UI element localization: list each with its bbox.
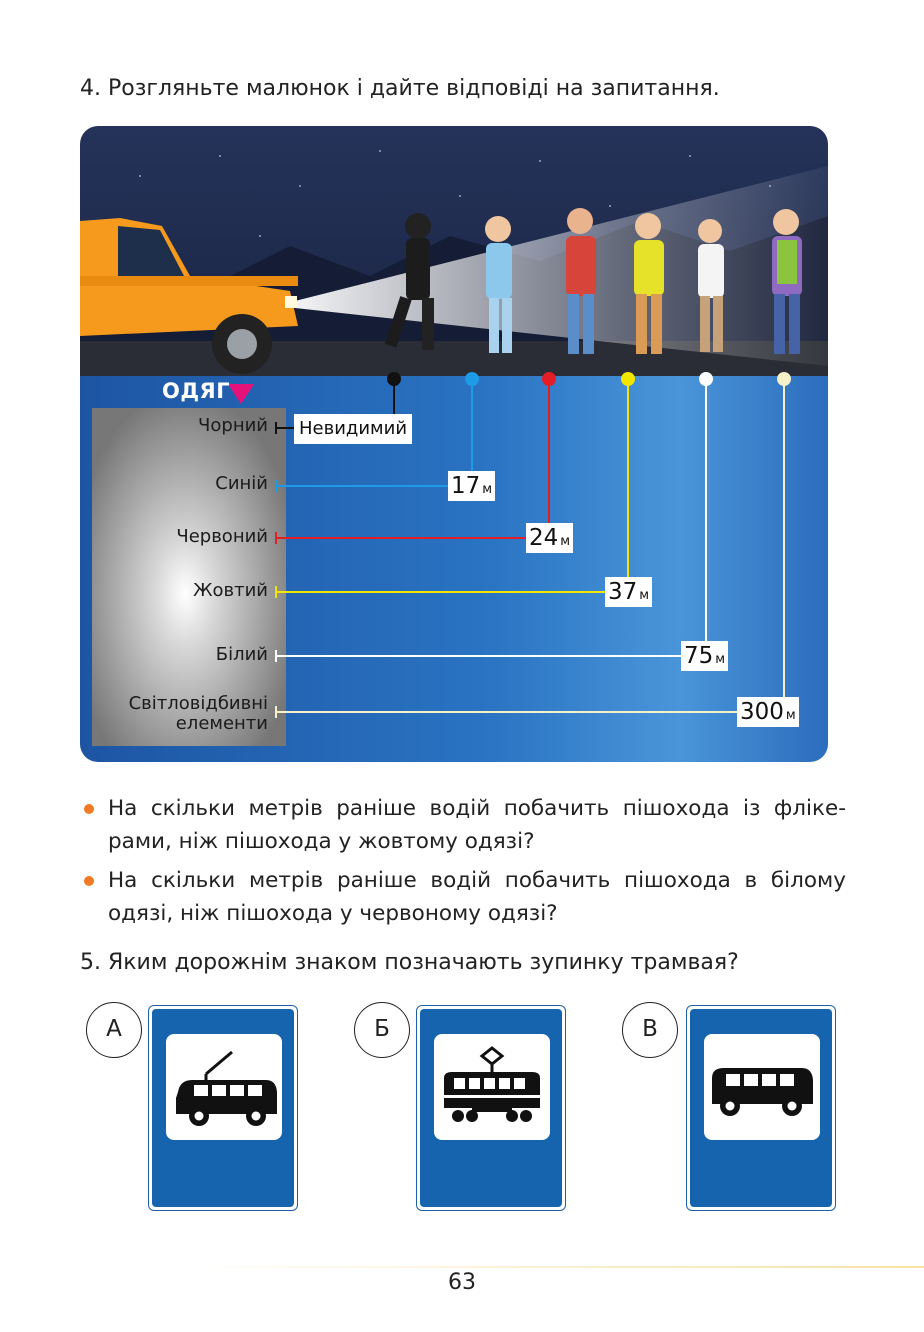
visibility-illustration bbox=[80, 126, 828, 762]
distance-yellow-value: 37 bbox=[608, 579, 638, 605]
bus-icon bbox=[704, 1034, 820, 1140]
distance-reflective-value: 300 bbox=[740, 699, 784, 725]
distance-reflective bbox=[737, 697, 799, 727]
option-b-letter[interactable]: Б bbox=[354, 1002, 410, 1058]
label-reflective-line2: елементи bbox=[175, 713, 268, 734]
distance-red bbox=[526, 523, 573, 553]
clothing-heading: ОДЯГ bbox=[162, 379, 231, 403]
distance-reflective-unit: м bbox=[785, 708, 796, 723]
label-red: Червоний bbox=[176, 526, 268, 547]
bullet-icon bbox=[84, 876, 94, 886]
sign-blue-field bbox=[420, 1009, 562, 1207]
label-yellow: Жовтий bbox=[193, 580, 268, 601]
tram-stop-sign[interactable] bbox=[416, 1005, 566, 1211]
task-4-title: 4. Розгляньте малюнок і дайте відповіді на запитання. bbox=[80, 76, 720, 101]
distance-yellow bbox=[605, 577, 652, 607]
tram-icon bbox=[434, 1034, 550, 1140]
sign-white-panel bbox=[166, 1034, 282, 1140]
question-text: На скільки метрів раніше водій побачить пішохода в білому одязі, ніж пішохода у червоному одязі? bbox=[108, 868, 846, 926]
distance-red-value: 24 bbox=[529, 525, 559, 551]
sign-white-panel bbox=[434, 1034, 550, 1140]
distance-blue bbox=[448, 471, 495, 501]
task-5-title: 5. Яким дорожнім знаком позначають зупинку трамвая? bbox=[80, 950, 739, 975]
sign-blue-field bbox=[152, 1009, 294, 1207]
task-4-questions bbox=[84, 792, 846, 936]
option-c-letter[interactable]: В bbox=[622, 1002, 678, 1058]
label-reflective-line1: Світловідбивні bbox=[128, 693, 268, 714]
distance-white bbox=[681, 641, 728, 671]
distance-blue-unit: м bbox=[482, 482, 493, 497]
label-blue: Синій bbox=[215, 473, 268, 494]
footer-divider bbox=[180, 1266, 924, 1268]
trolleybus-stop-sign[interactable] bbox=[148, 1005, 298, 1211]
page-number: 63 bbox=[448, 1270, 476, 1295]
option-a-letter[interactable]: А bbox=[86, 1002, 142, 1058]
distance-red-unit: м bbox=[560, 534, 571, 549]
distance-black: Невидимий bbox=[294, 414, 412, 444]
question-text: На скільки метрів раніше водій побачить пішохода із флікерами, ніж пішохода у жовтому одязі? bbox=[108, 796, 846, 854]
bullet-icon bbox=[84, 804, 94, 814]
question-item bbox=[84, 864, 846, 930]
trolleybus-icon bbox=[166, 1034, 282, 1140]
label-reflective bbox=[129, 694, 268, 734]
distance-blue-value: 17 bbox=[451, 473, 481, 499]
pedestrian-blue bbox=[485, 216, 512, 353]
label-black: Чорний bbox=[198, 415, 268, 436]
distance-white-unit: м bbox=[715, 652, 726, 667]
question-item bbox=[84, 792, 846, 858]
distance-yellow-unit: м bbox=[639, 588, 650, 603]
sign-blue-field bbox=[690, 1009, 832, 1207]
label-white: Білий bbox=[215, 644, 268, 665]
distance-white-value: 75 bbox=[684, 643, 714, 669]
sign-white-panel bbox=[704, 1034, 820, 1140]
bus-stop-sign[interactable] bbox=[686, 1005, 836, 1211]
